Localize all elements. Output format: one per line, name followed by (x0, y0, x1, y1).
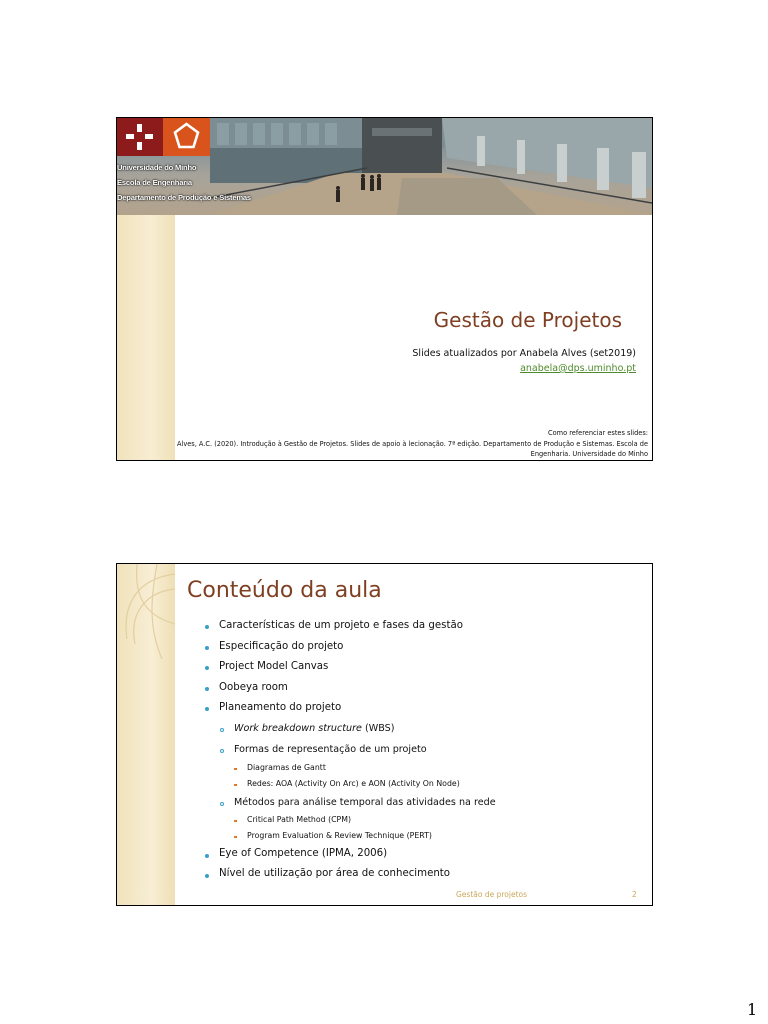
header-photo (117, 118, 652, 215)
school-name: Escola de Engenharia (117, 178, 192, 187)
wbs-term: Work breakdown structure (234, 723, 362, 734)
list-item: Nível de utilização por área de conhecimento (219, 868, 451, 879)
list-item: Eye of Competence (IPMA, 2006) (219, 848, 388, 859)
citation-line-1: Alves, A.C. (2020). Introdução à Gestão de Projetos. Slides de apoio à lecionação. 7ª edição. Departamento de Produção e Sistemas. Escola de (176, 439, 648, 448)
decorative-strip (117, 215, 175, 460)
bullet-ring (220, 802, 224, 806)
university-name: Universidade do Minho (117, 163, 197, 172)
list-item: Planeamento do projeto (219, 702, 342, 713)
slide-number: 2 (632, 890, 637, 899)
list-item: Especificação do projeto (219, 641, 344, 652)
list-item-subnested: Diagramas de Gantt (247, 763, 326, 772)
list-item: Oobeya room (219, 682, 288, 693)
list-item-subnested: Redes: AOA (Activity On Arc) e AON (Activity On Node) (247, 779, 460, 788)
list-item: Características de um projeto e fases da gestão (219, 620, 463, 631)
list-item-nested (234, 723, 395, 734)
bullet-dot (205, 687, 209, 691)
bullet-dash (234, 784, 237, 786)
bullet-ring (220, 728, 224, 732)
wbs-abbrev: (WBS) (361, 723, 395, 734)
slide-2 (116, 563, 653, 906)
bullet-dot (205, 625, 209, 629)
list-item-nested: Formas de representação de um projeto (234, 744, 427, 755)
bullet-ring (220, 749, 224, 753)
bullet-dot (205, 874, 209, 878)
list-item: Project Model Canvas (219, 661, 329, 672)
bullet-dot (205, 666, 209, 670)
pentagon-icon (163, 118, 210, 156)
bullet-dash (234, 768, 237, 770)
list-item-subnested: Program Evaluation & Review Technique (PERT) (247, 831, 432, 840)
bullet-dot (205, 707, 209, 711)
content-list (117, 564, 652, 905)
citation-block (128, 428, 648, 460)
school-logo (163, 118, 210, 156)
bullet-dash (234, 836, 237, 838)
citation-label: Como referenciar estes slides: (548, 429, 648, 437)
page-number: 1 (747, 1000, 758, 1019)
bullet-dot (205, 854, 209, 858)
department-name: Departamento de Produção e Sistemas (117, 193, 251, 202)
presentation-title: Gestão de Projetos (433, 308, 622, 332)
slide-footer: Gestão de projetos (456, 890, 528, 899)
citation-line-2: Engenharia. Universidade do Minho (530, 450, 648, 458)
slide-title: Conteúdo da aula (187, 578, 382, 603)
bullet-dash (234, 820, 237, 822)
list-item-nested: Métodos para análise temporal das atividades na rede (234, 797, 496, 808)
university-logo (117, 118, 163, 156)
presentation-subtitle: Slides atualizados por Anabela Alves (set2019) (412, 348, 636, 359)
list-item-subnested: Critical Path Method (CPM) (247, 815, 352, 824)
author-email-link[interactable]: anabela@dps.uminho.pt (520, 363, 636, 374)
slide-1 (116, 117, 653, 461)
university-emblem-icon (117, 118, 163, 156)
institution-text (117, 160, 317, 205)
bullet-dot (205, 646, 209, 650)
